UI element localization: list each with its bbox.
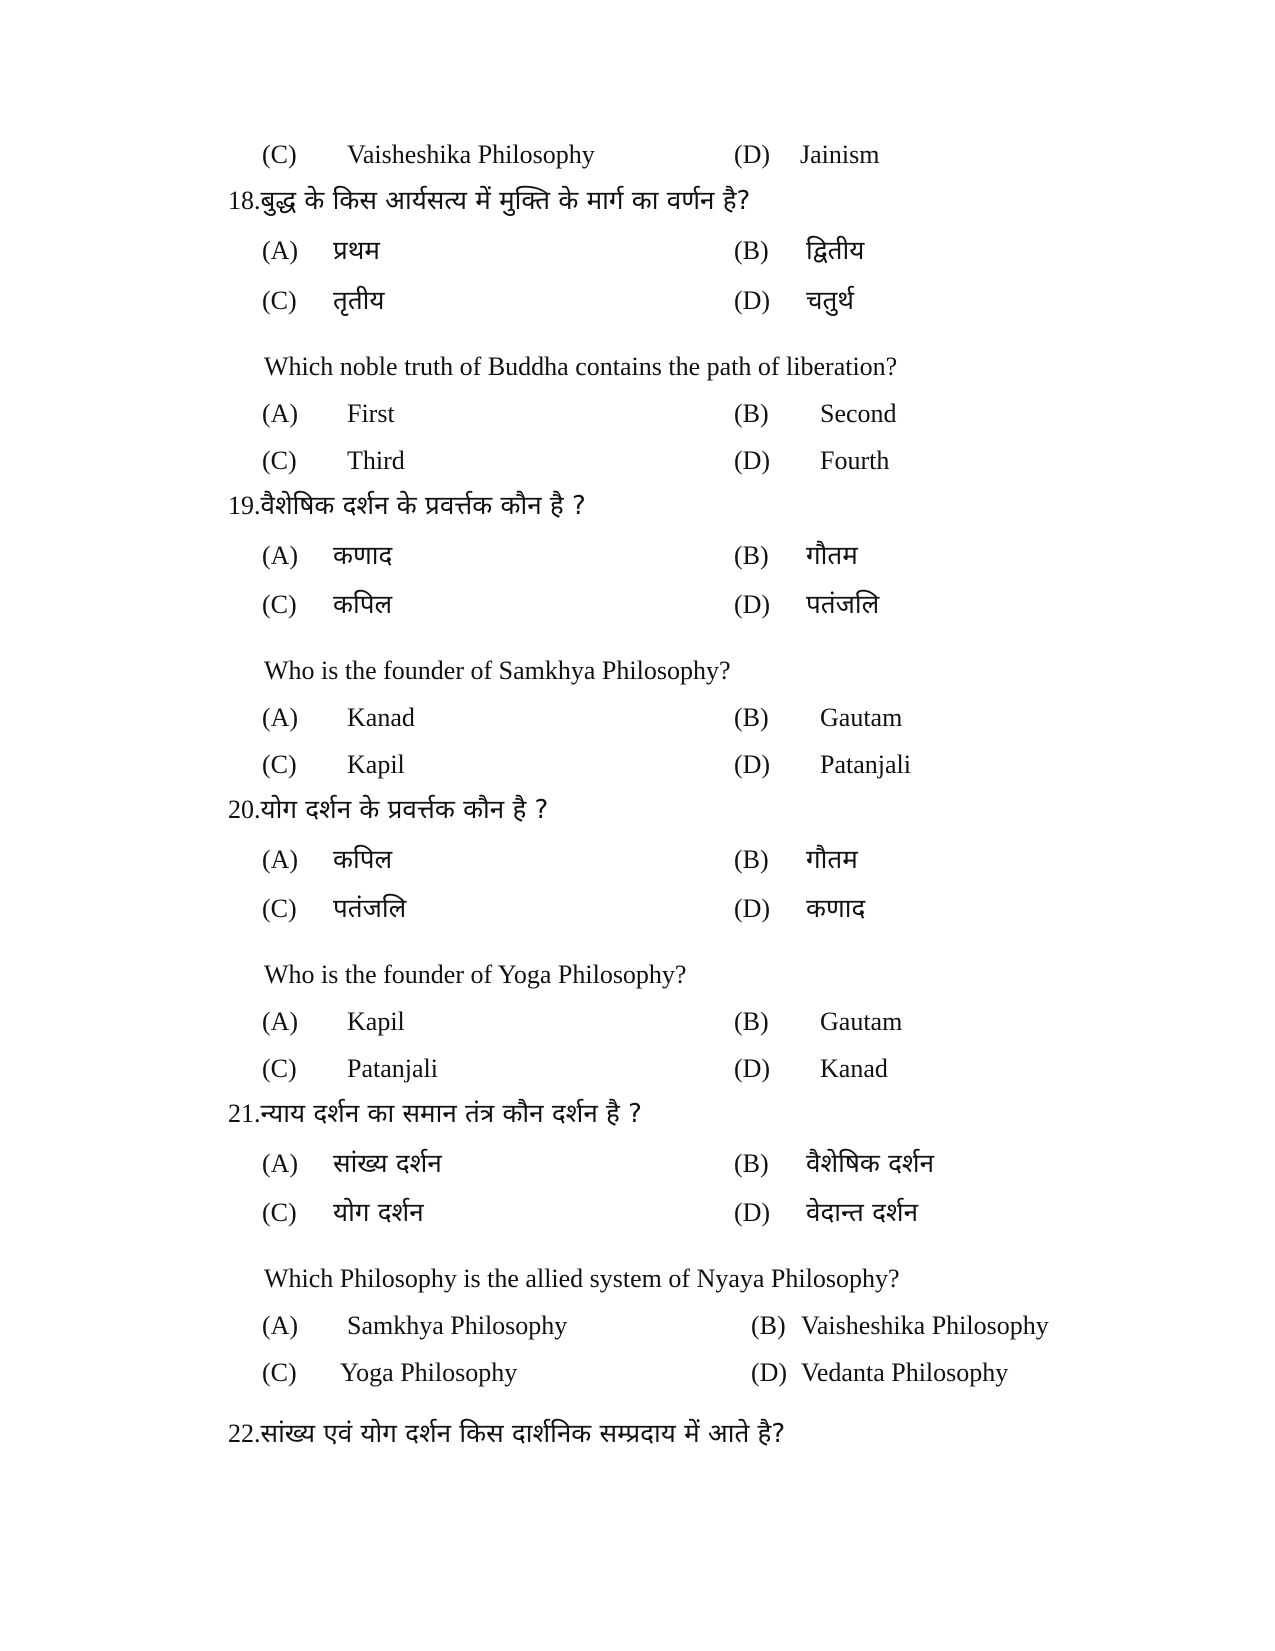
option-letter: (B) (734, 1149, 769, 1178)
option-letter: (A) (262, 845, 299, 874)
option-text: Vaisheshika Philosophy (801, 1311, 1049, 1340)
option-letter: (B) (751, 1311, 786, 1340)
option-letter: (C) (262, 1198, 297, 1227)
question-number: 22. (228, 1419, 261, 1448)
question-20-hindi (228, 797, 548, 823)
option-text: कपिल (333, 590, 393, 620)
option-text: कणाद (333, 541, 393, 571)
question-19-english: Who is the founder of Samkhya Philosophy? (264, 656, 731, 685)
option-letter: (C) (262, 1054, 297, 1083)
option-letter: (D) (751, 1358, 788, 1387)
question-number: 20. (228, 795, 261, 824)
option-letter: (B) (734, 541, 769, 570)
question-number: 21. (228, 1099, 261, 1128)
question-number: 18. (228, 186, 261, 215)
option-letter: (C) (262, 750, 297, 779)
option-text: Patanjali (347, 1054, 438, 1083)
option-text: गौतम (806, 845, 858, 875)
option-letter: (D) (734, 1198, 771, 1227)
option-letter: (B) (734, 845, 769, 874)
question-20-english: Who is the founder of Yoga Philosophy? (264, 960, 687, 989)
option-letter: (B) (734, 1007, 769, 1036)
option-text: Kapil (347, 750, 405, 779)
option-text: Kapil (347, 1007, 405, 1036)
question-text-hindi: योग दर्शन के प्रवर्त्तक कौन है ? (260, 795, 549, 825)
question-22-hindi (228, 1421, 785, 1447)
option-text-d: Jainism (800, 140, 880, 169)
option-text: Second (820, 399, 897, 428)
option-letter: (D) (734, 750, 771, 779)
option-letter: (D) (734, 1054, 771, 1083)
option-letter-c: (C) (262, 140, 297, 169)
option-letter: (D) (734, 894, 771, 923)
question-21-hindi (228, 1101, 642, 1127)
question-text-hindi: सांख्य एवं योग दर्शन किस दार्शनिक सम्प्रदाय में आते है? (260, 1419, 786, 1449)
option-text: Samkhya Philosophy (347, 1311, 568, 1340)
question-text-hindi: न्याय दर्शन का समान तंत्र कौन दर्शन है ? (260, 1099, 642, 1129)
option-letter: (A) (262, 236, 299, 265)
option-text: द्वितीय (806, 236, 865, 266)
option-letter: (D) (734, 286, 771, 315)
option-letter: (D) (734, 446, 771, 475)
option-letter: (C) (262, 286, 297, 315)
question-text-hindi: वैशेषिक दर्शन के प्रवर्त्तक कौन है ? (260, 491, 586, 521)
option-text: वेदान्त दर्शन (806, 1198, 919, 1228)
option-letter: (C) (262, 446, 297, 475)
option-text: चतुर्थ (806, 286, 854, 316)
option-text: प्रथम (333, 236, 380, 266)
option-letter: (B) (734, 236, 769, 265)
option-letter: (A) (262, 1007, 299, 1036)
question-18-hindi (228, 188, 750, 214)
option-text: Third (347, 446, 405, 475)
option-letter: (C) (262, 1358, 297, 1387)
option-letter: (C) (262, 590, 297, 619)
option-text: Gautam (820, 1007, 903, 1036)
option-text: Fourth (820, 446, 890, 475)
option-text: वैशेषिक दर्शन (806, 1149, 935, 1179)
option-text: Yoga Philosophy (340, 1358, 518, 1387)
option-text: Gautam (820, 703, 903, 732)
option-letter: (A) (262, 541, 299, 570)
option-letter: (A) (262, 1311, 299, 1340)
question-21-english: Which Philosophy is the allied system of Nyaya Philosophy? (264, 1264, 900, 1293)
option-letter-d: (D) (734, 140, 771, 169)
option-text: पतंजलि (806, 590, 880, 620)
option-text: तृतीय (333, 286, 385, 316)
question-19-hindi (228, 493, 586, 519)
option-text: पतंजलि (333, 894, 407, 924)
question-number: 19. (228, 491, 261, 520)
option-text: कणाद (806, 894, 866, 924)
question-18-english: Which noble truth of Buddha contains the path of liberation? (264, 352, 898, 381)
option-letter: (D) (734, 590, 771, 619)
option-text: Patanjali (820, 750, 911, 779)
option-letter: (A) (262, 703, 299, 732)
option-text: Vedanta Philosophy (801, 1358, 1009, 1387)
option-text: गौतम (806, 541, 858, 571)
question-text-hindi: बुद्ध के किस आर्यसत्य में मुक्ति के मार्ग का वर्णन है? (260, 186, 751, 216)
option-letter: (A) (262, 399, 299, 428)
option-text: Kanad (820, 1054, 888, 1083)
option-text: योग दर्शन (333, 1198, 424, 1228)
option-text: सांख्य दर्शन (333, 1149, 442, 1179)
option-letter: (B) (734, 399, 769, 428)
option-text: Kanad (347, 703, 415, 732)
option-letter: (B) (734, 703, 769, 732)
option-text: कपिल (333, 845, 393, 875)
option-letter: (C) (262, 894, 297, 923)
option-letter: (A) (262, 1149, 299, 1178)
option-text-c: Vaisheshika Philosophy (347, 140, 595, 169)
option-text: First (347, 399, 395, 428)
